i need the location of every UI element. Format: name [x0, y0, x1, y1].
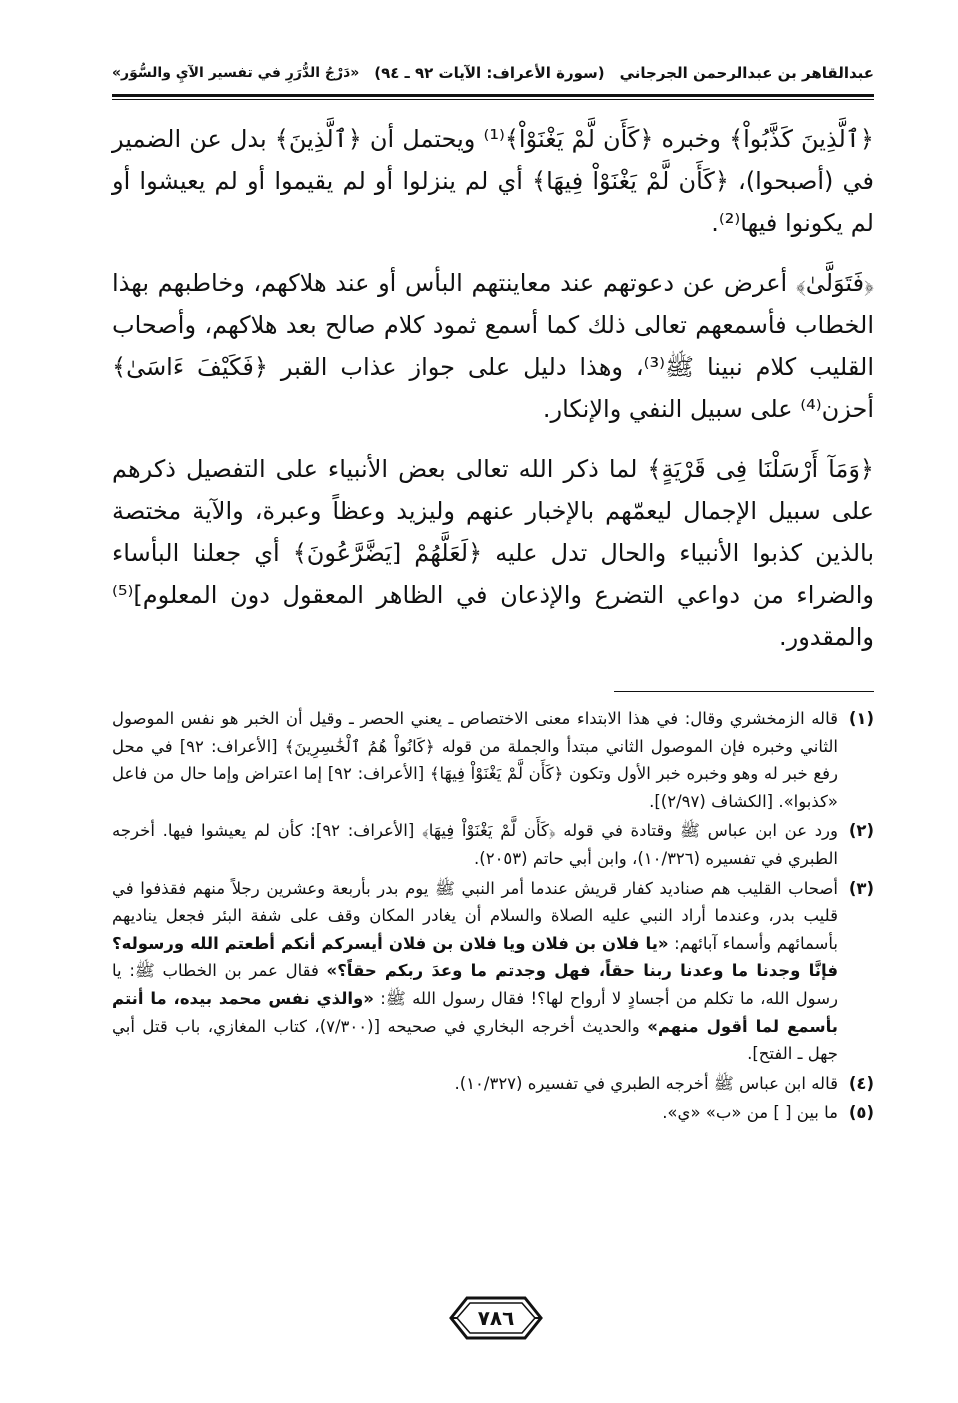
header-rule-thick [112, 94, 874, 97]
paragraph-2: ﴿فَتَوَلَّىٰ﴾ أعرض عن دعوتهم عند معاينتهم البأس أو عند هلاكهم، وخاطبهم بهذا الخطاب فأسمعهم تعالى ذلك كما أسمع ثمود كلام صالح بعد هلاكهم، وأصحاب القليب كلام نبينا ﷺ⁽³⁾، وهذا دليل على جواز عذاب القبر ﴿فَكَيْفَ ءَاسَىٰ﴾ أحزن⁽⁴⁾ على سبيل النفي والإنكار. [112, 269, 874, 423]
footnote-number: (١) [848, 709, 874, 728]
running-header [112, 56, 874, 90]
header-author: عبدالقاهر بن عبدالرحمن الجرجاني [619, 64, 874, 82]
footnote-text-part: فقال عمر بن الخطاب ﷺ: يا رسول الله، ما تكلم من أجسادٍ لا أرواح لها؟! فقال رسول الله ﷺ: [112, 961, 838, 1008]
footnote-text [112, 875, 838, 1068]
footnote-5 [112, 1099, 874, 1127]
hadith-quote: «والذي نفس محمد بيده، ما أنتم بأسمع لما أقول منهم» [112, 988, 838, 1036]
header-surah-reference: (سورة الأعراف: الآيات ٩٢ ـ ٩٤) [374, 64, 605, 82]
footnote-text: ما بين [ ] من «ب» «ي». [662, 1103, 838, 1123]
footnote-text-part: أصحاب القليب هم صناديد كفار قريش عندما أمر النبي ﷺ يوم بدر بأربعة وعشرين رجلاً منهم فقذفوا في قليب بدر، وعندما أراد النبي عليه الصلاة والسلام أن يغادر المكان وقف على شفة البئر فجعل يناديهم بأسمائهم وأسماء آبائهم: [112, 878, 838, 953]
hadith-quote: «يا فلان بن فلان ويا فلان بن فلان أيسركم أنكم أطعتم الله ورسوله؟ فإنَّا وجدنا ما وعدنا ربنا حقاً، فهل وجدتم ما وعدَ ربكم حقاً؟» [112, 933, 838, 981]
footnote-1 [112, 705, 874, 815]
main-text [112, 118, 874, 676]
footnote-text-part: والحديث أخرجه البخاري في صحيحه [(٧/٣٠٠)، كتاب المغازي، باب قتل أبي جهل ـ الفتح]. [112, 1016, 838, 1064]
footnote-2 [112, 817, 874, 872]
page-number: ٧٨٦ [477, 1306, 515, 1330]
paragraph-3: ﴿وَمَآ أَرْسَلْنَا فِى قَرْيَةٍ﴾ لما ذكر الله تعالى بعض الأنبياء على التفصيل ذكرهم على سبيل الإجمال ليعمّهم بالإخبار عنهم وليزيد وعظاً وعبرة، والآية مختصة بالذين كذبوا الأنبياء والحال تدل عليه ﴿لَعَلَّهُمْ [يَضَّرَّعُونَ﴾ أي جعلنا البأساء والضراء من دواعي التضرع والإذعان في الظاهر المعقول دون المعلوم]⁽⁵⁾ والمقدور. [112, 455, 874, 651]
footnote-number: (٣) [848, 878, 874, 898]
footnote-number: (٥) [848, 1103, 874, 1123]
footnote-3 [112, 875, 874, 1068]
footnote-text: قاله الزمخشري وقال: في هذا الابتداء معنى الاختصاص ـ يعني الحصر ـ وقيل أن الخبر هو نفس الموصول الثاني وخبره فإن الموصول الثاني مبتدأ والجملة من قوله ﴿كَانُواْ هُمُ ٱلْخَٰسِرِينَ﴾ [الأعراف: ٩٢] في محل رفع خبر له وهو وخبره خبر الأول وتكون ﴿كَأَن لَّمْ يَغْنَوْاْ فِيهَا﴾ [الأعراف: ٩٢] إما اعتراض وإما حال من فاعل «كذبوا». [الكشاف (٢/٩٧)]. [112, 709, 838, 811]
footnote-text: قاله ابن عباس ﷺ أخرجه الطبري في تفسيره (١٠/٣٢٧). [454, 1073, 838, 1093]
paragraph-1: ﴿ٱلَّذِينَ كَذَّبُواْ﴾ وخبره ﴿كَأَن لَّمْ يَغْنَوْاْ﴾⁽¹⁾ ويحتمل أن ﴿ٱلَّذِينَ﴾ بدل عن الضمير في (أصبحوا)، ﴿كَأَن لَّمْ يَغْنَوْاْ فِيهَا﴾ أي لم ينزلوا أو لم يقيموا أو لم يعيشوا أو لم يكونوا فيها⁽²⁾. [112, 125, 874, 237]
footnote-4 [112, 1070, 874, 1098]
page-number-ornament [449, 1294, 543, 1342]
footnote-text: ورد عن ابن عباس ﷺ وقتادة في قوله ﴿كَأَن لَّمْ يَغْنَوْاْ فِيهَا﴾ [الأعراف: ٩٢]: كأن لم يعيشوا فيها. أخرجه الطبري في تفسيره (١٠/٣٢٦)، وابن أبي حاتم (٢٠٥٣). [112, 821, 838, 868]
header-rule-thin [112, 99, 874, 100]
footnotes [112, 705, 874, 1129]
header-book-title: «دَرْجُ الدُّرَرِ في تفسير الآيِ والسُّوَر» [112, 65, 360, 81]
footnote-separator [614, 691, 874, 692]
footnote-number: (٢) [848, 821, 874, 841]
footnote-number: (٤) [848, 1073, 874, 1093]
